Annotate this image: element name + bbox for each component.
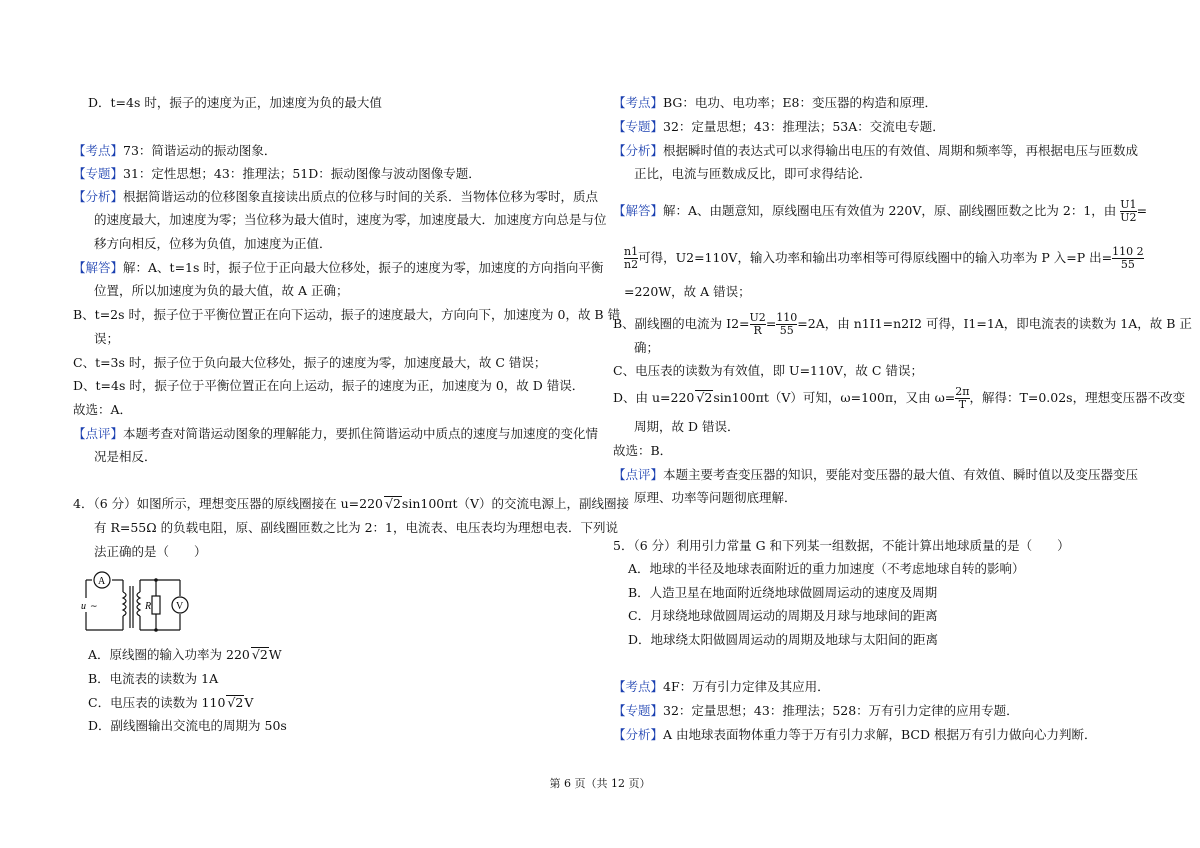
question-4-line-2: 有 R=55Ω 的负载电阻，原、副线圈匝数之比为 2：1，电流表、电压表均为理想电表．下列说 [94, 520, 618, 535]
fraction-power: $\frac{110 2}{55}$ [1112, 245, 1144, 271]
kaodian2-text: 4F：万有引力定律及其应用． [663, 679, 830, 694]
zhuanti2-row [613, 702, 1019, 720]
question-4-line-1: 4．（6 分）如图所示，理想变压器的原线圈接在 u=220 √2sin100πt（V）的交流电源上，副线圈接 [73, 496, 630, 511]
solution-c: C、t=3s 时，振子位于负向最大位移处，振子的速度为零，加速度最大，故 C 错误； [73, 355, 547, 370]
circuit-label-a: A [98, 576, 106, 587]
fenxi-line-2: 的速度最大，加速度为零；当位移为最大值时，速度为零，加速度最大．加速度方向总是与位 [94, 212, 607, 227]
page-footer: 第 6 页（共 12 页） [549, 777, 651, 790]
jieda-line-1: 解：A、由题意知，原线圈电压有效值为 220V，原、副线圈匝数之比为 2：1，由 [663, 203, 1117, 218]
prev-option-d: D．t=4s 时，振子的速度为正，加速度为负的最大值 [88, 95, 382, 110]
dianping-row [73, 425, 598, 443]
jieda-line-3: =220W，故 A 错误； [624, 284, 751, 299]
zhuanti-tag: 【专题】 [73, 166, 124, 181]
dianping-tag: 【点评】 [73, 426, 124, 441]
fenxi2-text: A 由地球表面物体重力等于万有引力求解，BCD 根据万有引力做向心力判断． [663, 727, 1097, 742]
fenxi2-tag: 【分析】 [613, 727, 664, 742]
question-4-option-a: A．原线圈的输入功率为 220 √2W [88, 647, 282, 662]
dianping-line-2: 原理、功率等问题彻底理解． [634, 490, 797, 505]
question-5: 5．（6 分）利用引力常量 G 和下列某一组数据，不能计算出地球质量的是（ ） [613, 538, 1070, 553]
fenxi-row [73, 188, 598, 206]
svg-text:~: ~ [90, 602, 98, 612]
zhuanti-text: 32：定量思想；43：推理法；53A：交流电专题． [663, 119, 945, 134]
kaodian-tag: 【考点】 [73, 143, 124, 158]
question-5-option-d: D．地球绕太阳做圆周运动的周期及地球与太阳间的距离 [628, 632, 939, 647]
question-5-option-a: A．地球的半径及地球表面附近的重力加速度（不考虑地球自转的影响） [628, 561, 1025, 576]
jieda-line-1: 解：A、t=1s 时，振子位于正向最大位移处，振子的速度为零，加速度的方向指向平衡 [123, 260, 604, 275]
zhuanti-text: 31：定性思想；43：推理法；51D：振动图像与波动图像专题． [123, 166, 481, 181]
circuit-label-r: R [145, 601, 152, 612]
dianping-tag: 【点评】 [613, 467, 664, 482]
zhuanti-tag: 【专题】 [613, 119, 664, 134]
fenxi2-row [613, 726, 1097, 744]
question-4-line-3: 法正确的是（ ） [94, 544, 207, 559]
answer: 故选：B． [613, 443, 673, 458]
kaodian2-row [613, 678, 830, 696]
zhuanti-row [613, 118, 945, 136]
fenxi-tag: 【分析】 [73, 189, 124, 204]
solution-d: D、t=4s 时，振子位于平衡位置正在向上运动，振子的速度为正，加速度为 0，故 D 错误． [73, 378, 585, 393]
kaodian-row [73, 142, 276, 160]
zhuanti-row [73, 165, 481, 183]
solution-c: C、电压表的读数为有效值，即 U=110V，故 C 错误； [613, 363, 923, 378]
fenxi-line-1: 根据简谐运动的位移图象直接读出质点的位移与时间的关系．当物体位移为零时，质点 [123, 189, 599, 204]
jieda-line-2: 位置，所以加速度为负的最大值，故 A 正确； [94, 283, 349, 298]
solution-b-line-1: B、副线圈的电流为 I2= $\frac{U2}{R}$ = $\frac{110}{55}$ =2A，由 n1I1=n2I2 可得，I1=1A，即电流表的读数为 1A，故 B 正 [613, 311, 1192, 337]
solution-b-line-1: B、t=2s 时，振子位于平衡位置正在向下运动，振子的速度最大，方向向下，加速度为 0，故 B 错 [73, 307, 621, 322]
circuit-label-v: V [176, 601, 184, 612]
zhuanti2-tag: 【专题】 [613, 703, 664, 718]
solution-d-line-1: D、由 u=220 √2sin100πt（V）可知，ω=100π，又由 ω= $\frac{2\pi}{T}$ ，解得：T=0.02s，理想变压器不改变 [613, 385, 1186, 411]
kaodian-row [613, 94, 937, 112]
transformer-circuit-diagram [68, 570, 198, 638]
fenxi-row [613, 142, 1138, 160]
fraction-u2-r: $\frac{U2}{R}$ [749, 311, 766, 337]
kaodian2-tag: 【考点】 [613, 679, 664, 694]
solution-d-line-2: 周期，故 D 错误． [634, 419, 740, 434]
fraction-110-55: $\frac{110}{55}$ [776, 311, 798, 337]
question-5-option-c: C．月球绕地球做圆周运动的周期及月球与地球间的距离 [628, 608, 938, 623]
jieda-row [73, 259, 603, 277]
fenxi-tag: 【分析】 [613, 143, 664, 158]
jieda-row: 【解答】解：A、由题意知，原线圈电压有效值为 220V，原、副线圈匝数之比为 2：1，由 $\frac{U1}{U2}$ = [613, 198, 1148, 224]
fenxi-line-3: 移方向相反，位移为负值，加速度为正值． [94, 236, 332, 251]
zhuanti2-text: 32：定量思想；43：推理法；528：万有引力定律的应用专题． [663, 703, 1019, 718]
solution-b-line-2: 确； [634, 340, 660, 355]
kaodian-text: 73：简谐运动的振动图象． [123, 143, 277, 158]
fraction-n1-n2: $\frac{n1}{n2}$ [624, 245, 639, 271]
fraction-u1-u2: $\frac{U1}{U2}$ [1120, 198, 1137, 224]
dianping-row [613, 466, 1138, 484]
kaodian-tag: 【考点】 [613, 95, 664, 110]
jieda-line-2: $\frac{n1}{n2}$ 可得，U2=110V，输入功率和输出功率相等可得原线圈中的输入功率为 P 入=P 出= $\frac{110 2}{55}$ [624, 245, 1144, 271]
question-4-option-d: D．副线圈输出交流电的周期为 50s [88, 718, 287, 733]
dianping-line-1: 本题主要考查变压器的知识，要能对变压器的最大值、有效值、瞬时值以及变压器变压 [663, 467, 1139, 482]
fraction-2pi-t: $\frac{2\pi}{T}$ [955, 385, 970, 411]
question-5-option-b: B．人造卫星在地面附近绕地球做圆周运动的速度及周期 [628, 585, 938, 600]
jieda-tag: 【解答】 [613, 203, 664, 218]
solution-b-line-2: 误； [94, 331, 120, 346]
circuit-label-u: u [81, 601, 86, 612]
dianping-line-2: 况是相反． [94, 449, 157, 464]
answer: 故选：A． [73, 402, 133, 417]
fenxi-line-1: 根据瞬时值的表达式可以求得输出电压的有效值、周期和频率等，再根据电压与匝数成 [663, 143, 1139, 158]
fenxi-line-2: 正比，电流与匝数成反比，即可求得结论． [634, 166, 872, 181]
question-4-option-b: B．电流表的读数为 1A [88, 671, 219, 686]
dianping-line-1: 本题考查对简谐运动图象的理解能力，要抓住简谐运动中质点的速度与加速度的变化情 [123, 426, 599, 441]
kaodian-text: BG：电功、电功率；E8：变压器的构造和原理． [663, 95, 937, 110]
sqrt-sign: √2 [385, 496, 401, 511]
jieda-tag: 【解答】 [73, 260, 124, 275]
question-4-option-c: C．电压表的读数为 110 √2V [88, 695, 254, 710]
